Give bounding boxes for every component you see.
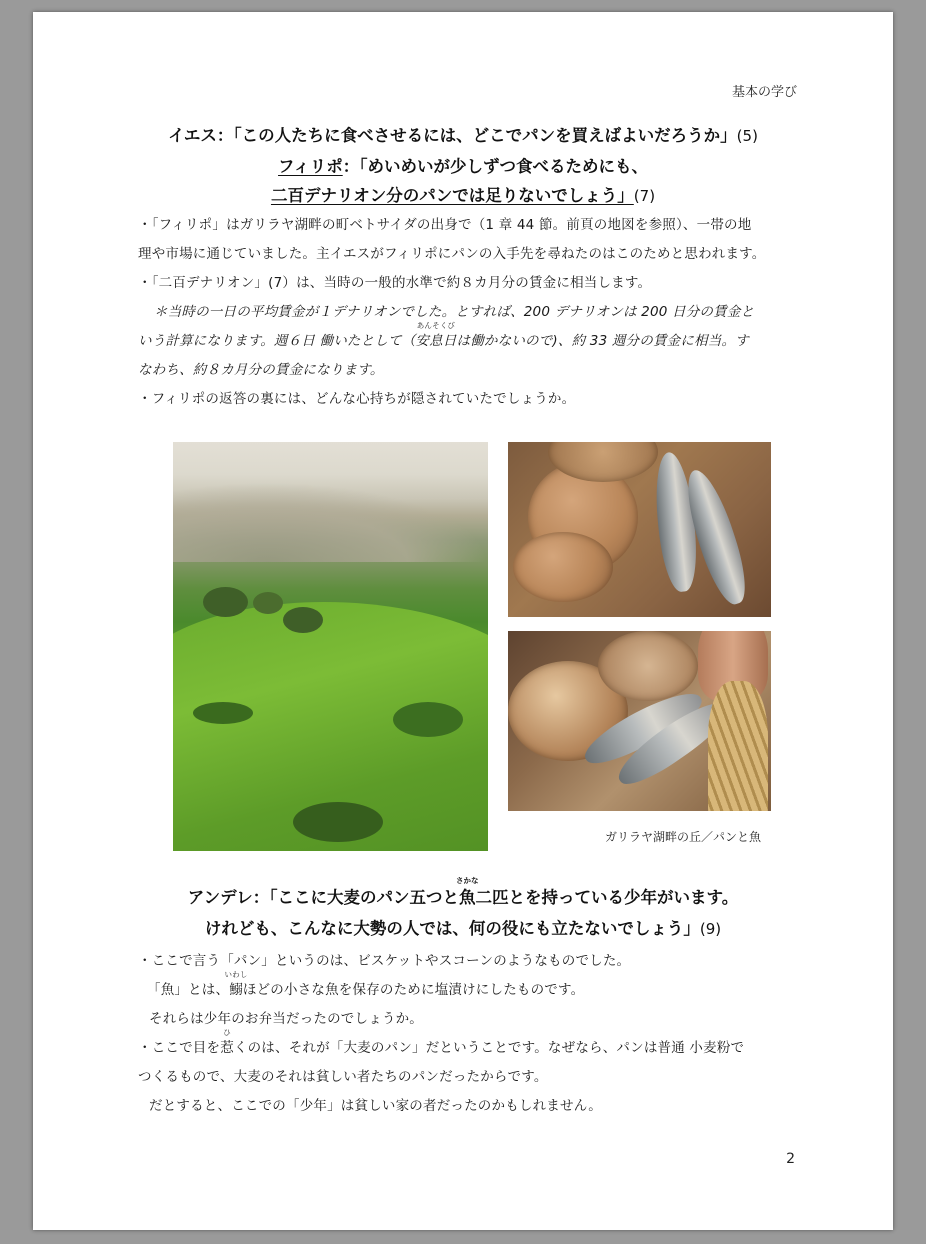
ruby-base: 魚 [459, 888, 476, 907]
ruby-base: 安息日 [415, 333, 457, 349]
para1-note-line: ＊当時の一日の平均賃金が１デナリオンでした。とすれば、200 デナリオンは 200 日分の賃金と [154, 304, 755, 320]
ruby-hi [220, 1028, 234, 1056]
document-page [33, 12, 893, 1230]
para2-text: 」だということです。なぜなら、パンは普通 小麦粉で [412, 1040, 745, 1056]
para1-note-line: なわち、約８カ月分の賃金になります。 [138, 362, 384, 378]
heading-philip [133, 153, 793, 177]
para2-text: ・ここで目を [138, 1040, 221, 1056]
note-text: は働かないので)、約 33 週分の賃金に相当。す [456, 333, 749, 349]
ruby-base: 惹 [220, 1040, 234, 1056]
ruby-reading: いわし [224, 970, 248, 979]
verse-ref: (7) [633, 187, 656, 205]
bread-fish-wheat-photo [508, 631, 771, 811]
page-number: 2 [786, 1151, 795, 1167]
galilee-hill-photo [173, 442, 488, 851]
heading-andrew-text: アンデレ：「ここに大麦のパン五つと [187, 888, 460, 907]
verse-ref: (9) [699, 920, 722, 938]
barley-bread-emphasis: 大麦のパン [343, 1040, 413, 1056]
heading-andrew [133, 876, 793, 908]
para1-note-line [138, 321, 749, 349]
heading-jesus [133, 122, 793, 146]
para2-line: それらは少年のお弁当だったのでしょうか。 [149, 1011, 423, 1027]
para2-line [147, 970, 585, 998]
para1-line: ・「フィリポ」はガリラヤ湖畔の町ベトサイダの出身で（1 章 44 節。前頁の地図を参照）、一帯の地 [138, 217, 752, 233]
para2-line: ・ここで言う「パン」というのは、ビスケットやスコーンのようなものでした。 [138, 953, 631, 969]
para2-text: 「魚」とは、 [147, 982, 230, 998]
ruby-reading: あんそくび [416, 321, 456, 330]
ruby-reading: さかな [456, 876, 479, 885]
para2-text: ほどの小さな魚を保存のために塩漬けにしたものです。 [242, 982, 585, 998]
speaker-philip: フィリポ [278, 157, 343, 176]
ruby-reading: ひ [223, 1028, 231, 1037]
heading-andrew-2 [133, 915, 793, 939]
heading-philip-text-2: 二百デナリオン分のパンでは足りないでしょう」 [270, 186, 634, 205]
heading-andrew-text-2: けれども、こんなに大勢の人では、何の役にも立たないでしょう」 [204, 919, 700, 938]
para2-line [138, 1028, 745, 1056]
ruby-iwashi [224, 970, 248, 998]
photo-caption: ガリラヤ湖畔の丘／パンと魚 [605, 830, 762, 844]
para2-line: つくるもので、大麦のそれは貧しい者たちのパンだったからです。 [138, 1069, 548, 1085]
note-text: いう計算になります。週６日 働いたとして（ [138, 333, 416, 349]
ruby-base: 鰯 [229, 982, 243, 998]
ruby-fish [456, 876, 479, 908]
heading-philip-2 [133, 182, 793, 206]
heading-philip-text: ：「めいめいが少しずつ食べるためにも、 [342, 157, 648, 176]
para1-line: ・「二百デナリオン」(7）は、当時の一般的水準で約８カ月分の賃金に相当します。 [138, 275, 652, 291]
heading-jesus-text: イエス：「この人たちに食べさせるには、どこでパンを買えばよいだろうか」 [168, 126, 737, 145]
bread-fish-photo [508, 442, 771, 617]
ruby-anbo [415, 321, 457, 349]
header-tag: 基本の学び [731, 85, 797, 100]
heading-andrew-text: 二匹とを持っている少年がいます。 [475, 888, 739, 907]
para1-line: ・フィリポの返答の裏には、どんな心持ちが隠されていたでしょうか。 [138, 391, 576, 407]
para2-text: くのは、それが「 [233, 1040, 344, 1056]
para1-line: 理や市場に通じていました。主イエスがフィリポにパンの入手先を尋ねたのはこのためと思われます。 [138, 246, 766, 262]
verse-ref: (5) [736, 127, 758, 145]
para2-line: だとすると、ここでの「少年」は貧しい家の者だったのかもしれません。 [149, 1098, 602, 1114]
